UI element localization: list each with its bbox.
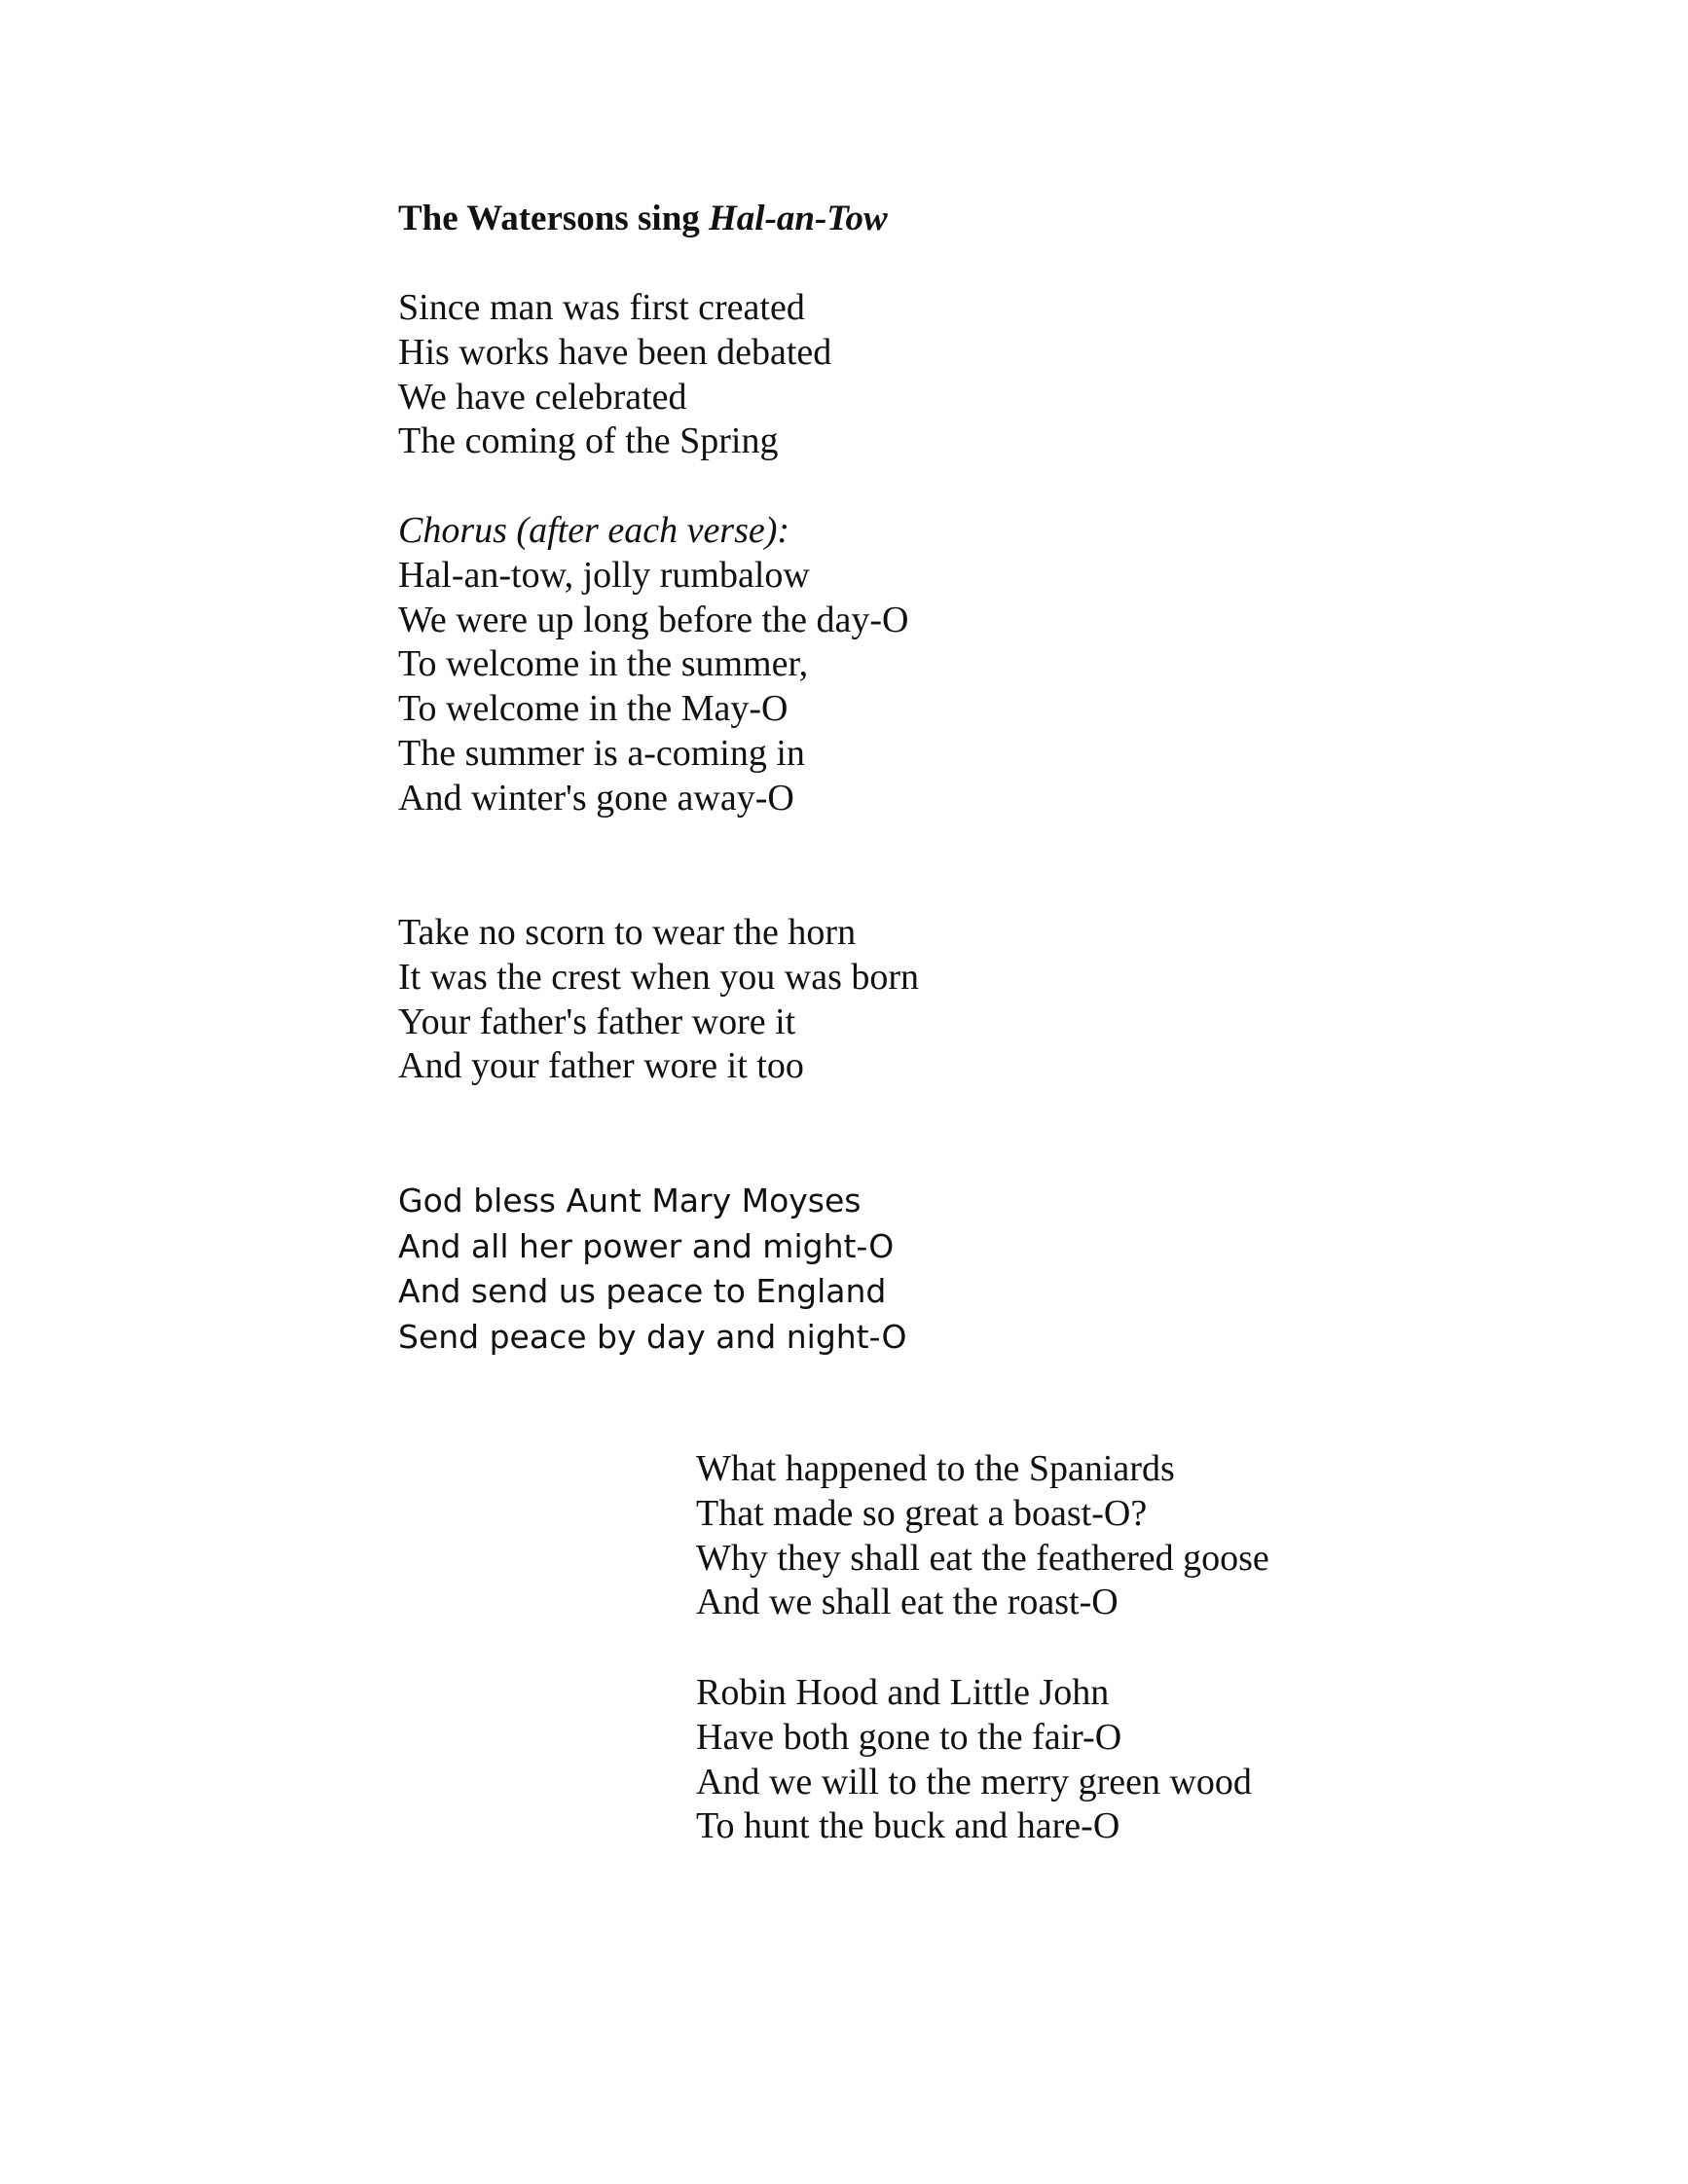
chorus-line: To welcome in the summer, (398, 643, 809, 685)
chorus-label: Chorus (after each verse): (398, 510, 790, 551)
verse-line: And we shall eat the roast-O (696, 1582, 1119, 1623)
verse-4 (696, 1447, 1269, 1625)
verse-line: It was the crest when you was born (398, 956, 920, 998)
verse-line: The coming of the Spring (398, 420, 779, 462)
verse-line: What happened to the Spaniards (696, 1448, 1175, 1489)
chorus (398, 509, 909, 821)
verse-5 (696, 1671, 1252, 1849)
verse-line: God bless Aunt Mary Moyses (398, 1182, 862, 1219)
chorus-line: To welcome in the May-O (398, 688, 789, 730)
chorus-line: The summer is a-coming in (398, 732, 805, 774)
verse-line: And all her power and might-O (398, 1226, 895, 1265)
verse-line: Why they shall eat the feathered goose (696, 1537, 1269, 1579)
verse-3 (398, 1179, 906, 1360)
chorus-line: Hal-an-tow, jolly rumbalow (398, 554, 810, 596)
verse-line: Your father's father wore it (398, 1001, 796, 1042)
song-title: Hal-an-Tow (709, 199, 888, 238)
verse-line: Have both gone to the fair-O (696, 1716, 1122, 1758)
verse-line: Since man was first created (398, 287, 805, 328)
verse-line: His works have been debated (398, 331, 832, 373)
verse-line: Take no scorn to wear the horn (398, 912, 857, 953)
chorus-line: And winter's gone away-O (398, 777, 794, 819)
verse-line: We have celebrated (398, 376, 687, 418)
verse-line: And send us peace to England (398, 1272, 887, 1310)
document-title (398, 197, 888, 241)
verse-1 (398, 286, 831, 464)
verse-line: Robin Hood and Little John (696, 1672, 1110, 1713)
verse-line: That made so great a boast-O? (696, 1492, 1148, 1534)
title-prefix: The Watersons sing (398, 199, 710, 238)
verse-line: Send peace by day and night-O (398, 1317, 907, 1356)
chorus-line: We were up long before the day-O (398, 599, 909, 640)
verse-line: To hunt the buck and hare-O (696, 1805, 1120, 1847)
verse-line: And your father wore it too (398, 1045, 804, 1087)
verse-2 (398, 911, 919, 1089)
verse-line: And we will to the merry green wood (696, 1761, 1252, 1802)
